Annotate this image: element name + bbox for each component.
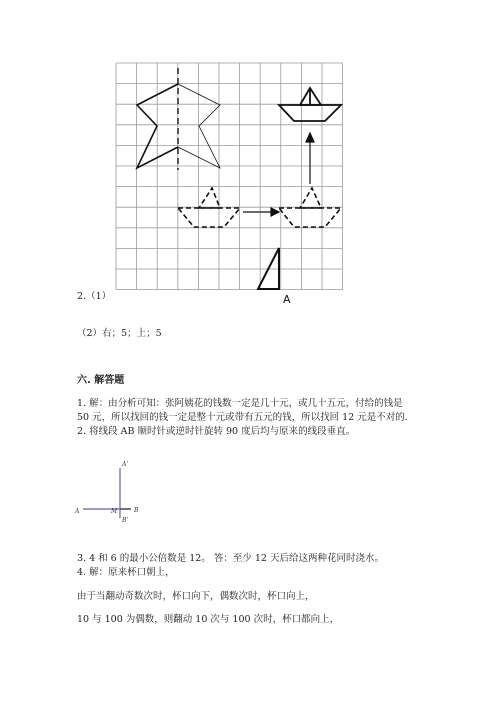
- label-a-prime: A': [122, 461, 128, 468]
- part2-label: 2.（1）: [77, 291, 112, 302]
- boat-dashed-left: [178, 188, 240, 227]
- square-grid: [116, 63, 343, 290]
- section-title: 六. 解答题: [77, 375, 125, 386]
- q4-line1: 4. 解：原来杯口朝上，: [77, 567, 175, 578]
- q3-text: 3. 4 和 6 的最小公倍数是 12。 答：至少 12 天后给这两种花同时浇水。: [77, 553, 384, 564]
- right-triangle: [258, 248, 279, 289]
- q4-line3: 10 与 100 为偶数，则翻动 10 次与 100 次时，杯口都向上，: [77, 614, 340, 625]
- rotation-figure: [74, 461, 139, 524]
- right-arrow: [243, 208, 279, 216]
- label-b: B: [134, 507, 139, 514]
- label-a: A: [75, 508, 80, 515]
- q2-text: 2. 将线段 AB 顺时针或逆时针旋转 90 度后均与原来的线段垂直。: [77, 426, 356, 437]
- q4-line2: 由于当翻动奇数次时，杯口向下，偶数次时，杯口向上，: [77, 591, 315, 602]
- label-m: M: [111, 508, 118, 515]
- q1-line2: 50 元，所以找回的钱一定是整十元或带有五元的钱，所以找回 12 元是不对的.: [77, 412, 408, 423]
- up-arrow: [306, 133, 314, 184]
- q1-line1: 1. 解：由分析可知：张阿姨花的钱数一定是几十元，或几十五元，付给的钱是: [77, 398, 403, 409]
- boat-solid: [279, 88, 341, 121]
- boat-dashed-right: [279, 188, 341, 227]
- star-right-half: [178, 84, 220, 168]
- part2-sub2: （2）右；5；上；5: [77, 328, 162, 339]
- point-a-label: A: [283, 293, 291, 306]
- label-b-prime: B': [122, 517, 129, 524]
